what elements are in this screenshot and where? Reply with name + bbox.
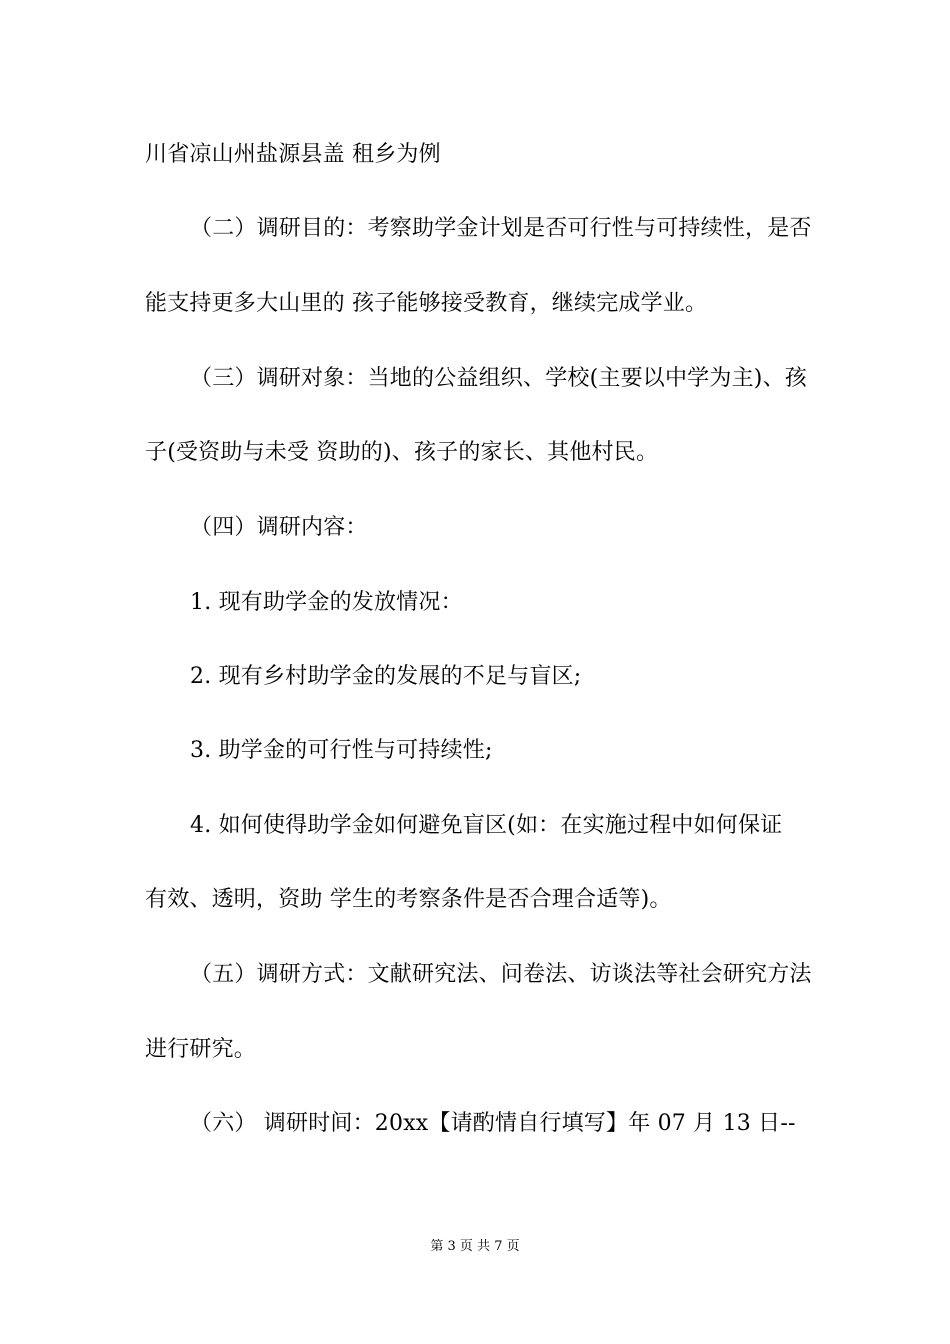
text-line-7: 1. 现有助学金的发放情况： bbox=[190, 590, 463, 615]
text-line-8: 2. 现有乡村助学金的发展的不足与盲区; bbox=[190, 664, 582, 689]
text-line-11: 有效、透明，资助 学生的考察条件是否合理合适等)。 bbox=[145, 887, 672, 912]
page-number-footer: 第 3 页 共 7 页 bbox=[430, 1239, 520, 1254]
text-line-2: （二）调研目的：考察助学金计划是否可行性与可持续性，是否 bbox=[190, 216, 812, 241]
text-line-3: 能支持更多大山里的 孩子能够接受教育，继续完成学业。 bbox=[145, 291, 708, 316]
text-line-9: 3. 助学金的可行性与可持续性; bbox=[190, 738, 493, 763]
text-line-12: （五）调研方式：文献研究法、问卷法、访谈法等社会研究方法 bbox=[190, 962, 812, 987]
text-line-1: 川省凉山州盐源县盖 租乡为例 bbox=[145, 142, 441, 167]
text-line-10: 4. 如何使得助学金如何避免盲区(如：在实施过程中如何保证 bbox=[190, 813, 783, 838]
text-line-14: （六） 调研时间：20xx【请酌情自行填写】年 07 月 13 日-- bbox=[190, 1111, 796, 1136]
text-line-6: （四）调研内容： bbox=[190, 515, 368, 540]
text-line-4: （三）调研对象：当地的公益组织、学校(主要以中学为主)、孩 bbox=[190, 366, 807, 391]
text-line-13: 进行研究。 bbox=[145, 1037, 257, 1062]
text-line-5: 子(受资助与未受 资助的)、孩子的家长、其他村民。 bbox=[145, 440, 659, 465]
